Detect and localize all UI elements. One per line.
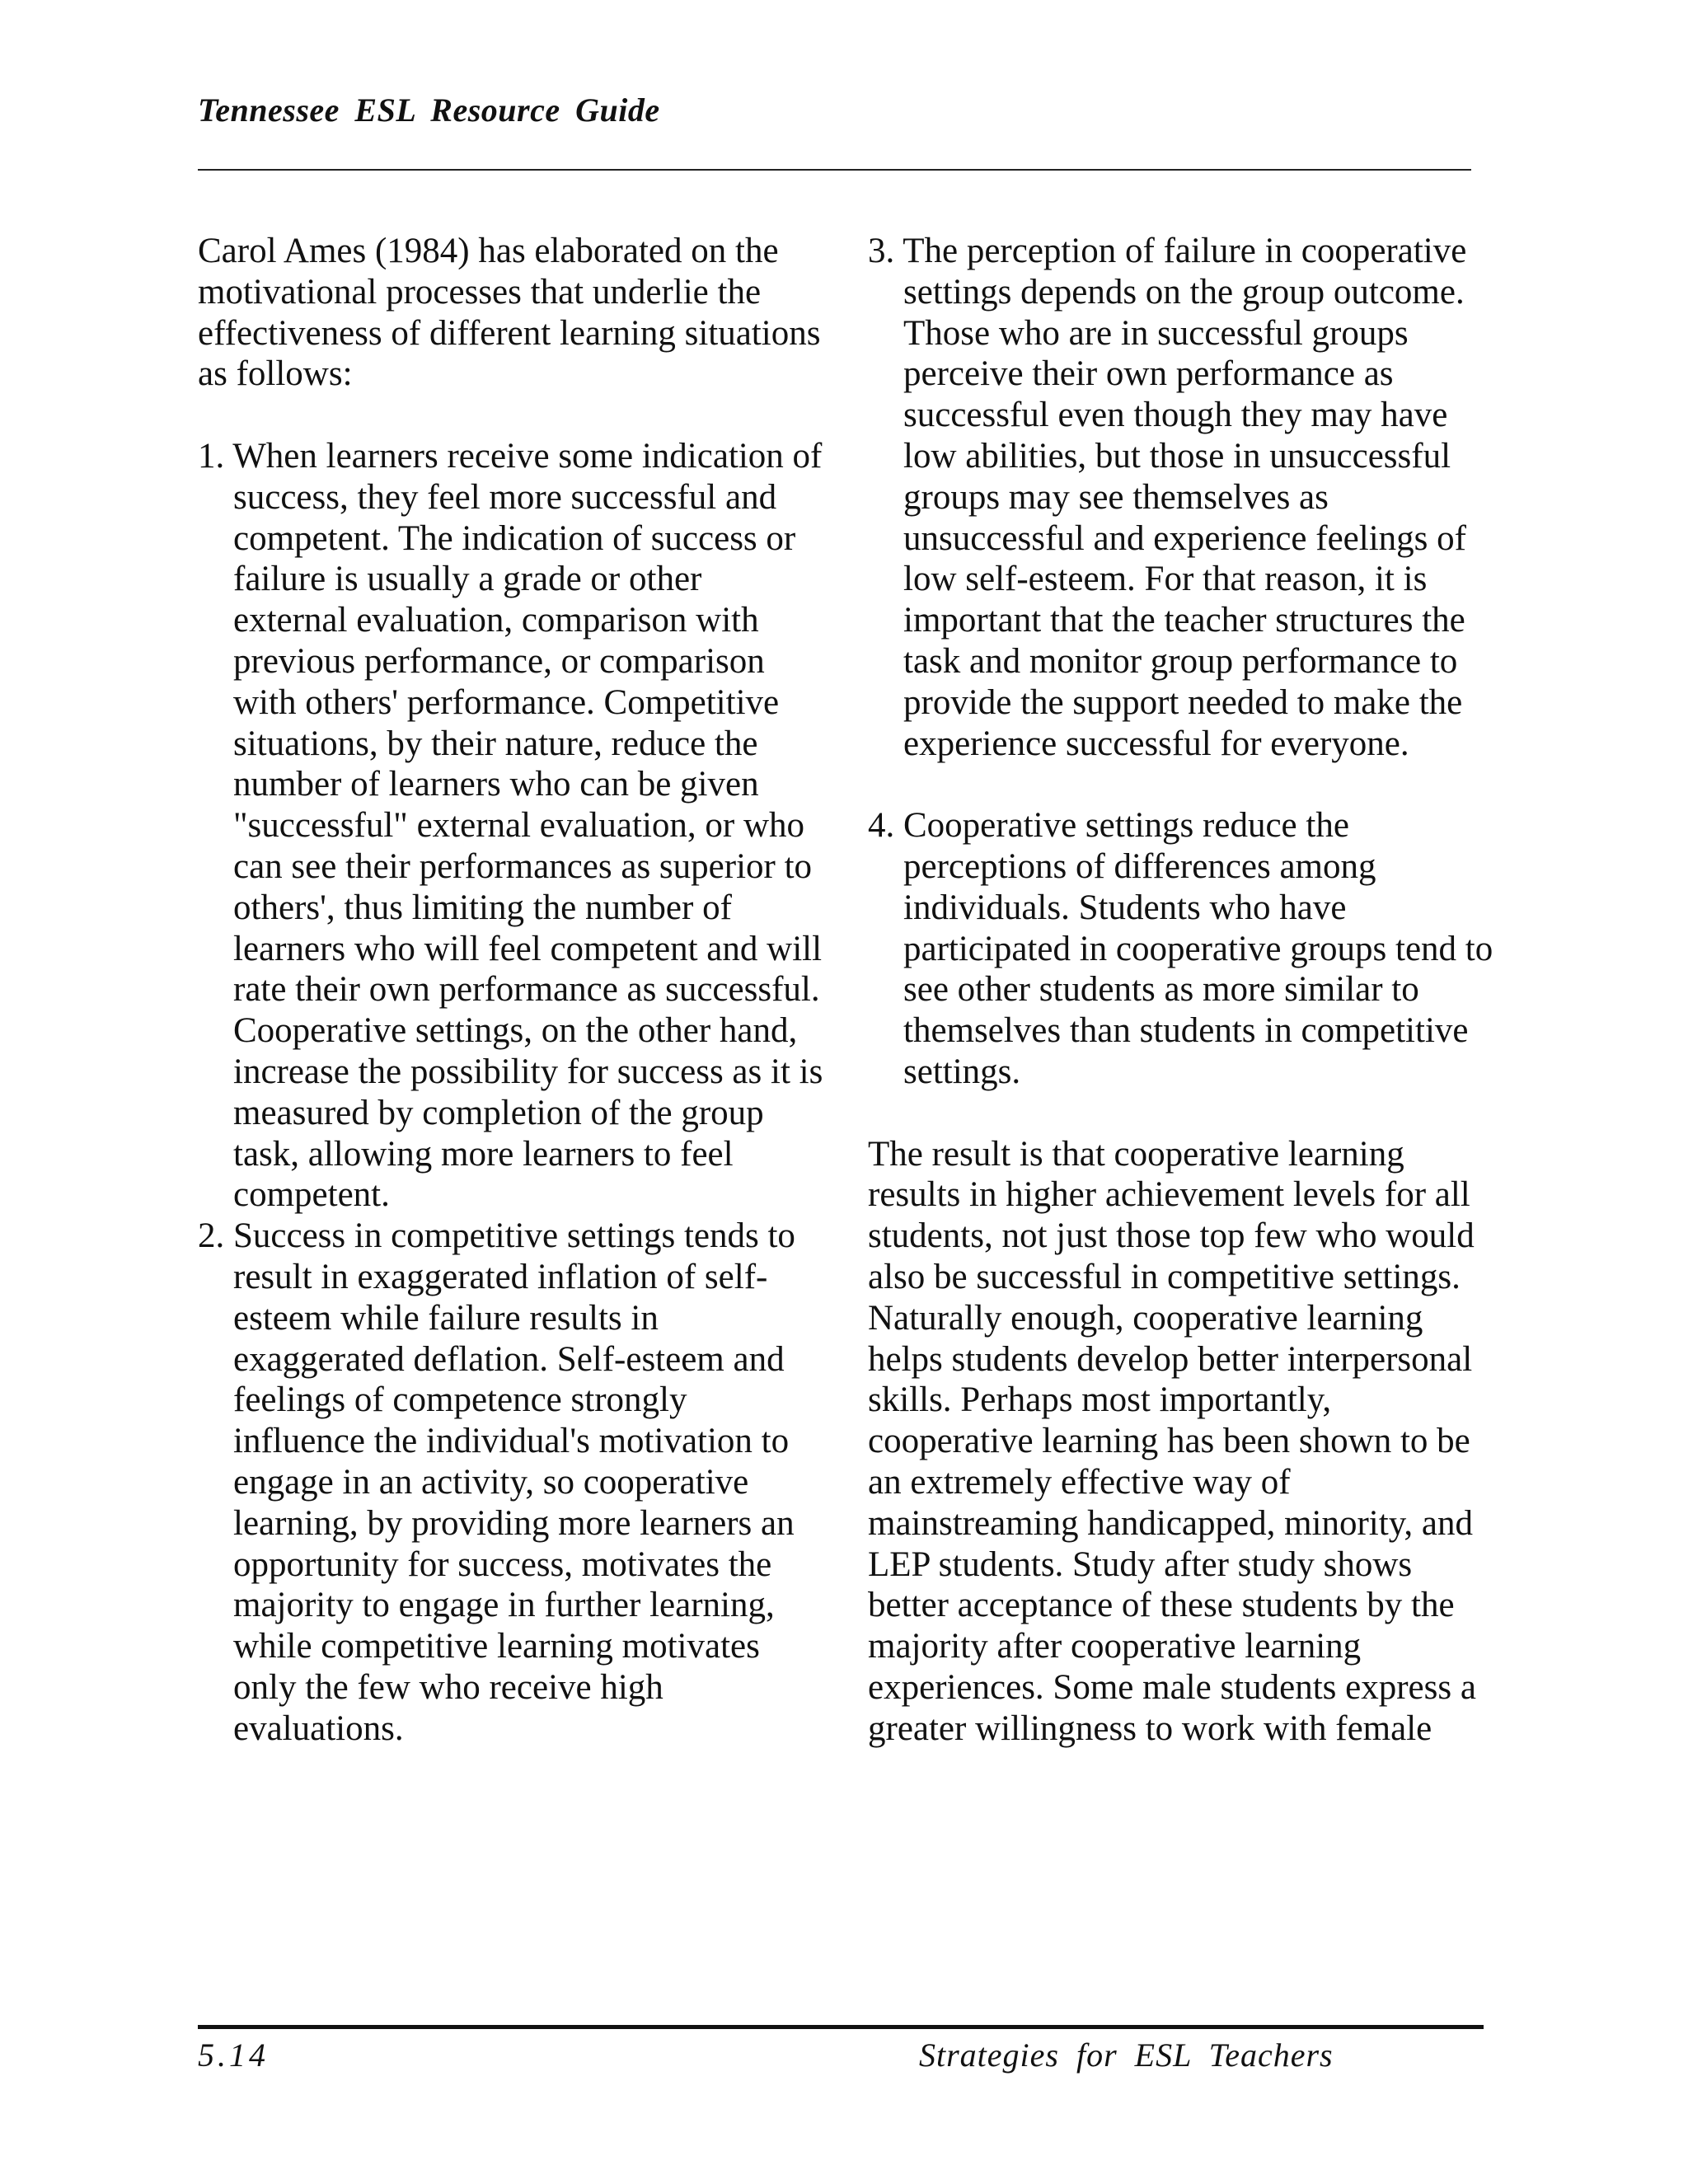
list-item-1: 1. When learners receive some indication of success, they feel more successful and competent. The indication of success or failure is usually a grade or other external evaluation, comparison with previous performance, or comparison with others' performance. Competitive situations, by their nature, reduce the number of learners who can be given "successful" external evaluation, or who can see their performances as superior to others', thus limiting the number of learners who will feel competent and will rate their own performance as successful. Cooperative settings, on the other hand, increase the possibility for success as it is measured by completion of the group task, allowing more learners to feel competent.: [198, 436, 823, 1215]
running-header-title: Tennessee ESL Resource Guide: [198, 91, 660, 129]
paragraph-spacer: [868, 764, 1494, 805]
list-item-3: 3. The perception of failure in cooperative settings depends on the group outcome. Those who are in successful groups perceive their own performance as successful even though they may have low abilities, but those in unsuccessful groups may see themselves as unsuccessful and experience feelings of low self-esteem. For that reason, it is important that the teacher structures the task and monitor group performance to provide the support needed to make the experience successful for everyone.: [868, 232, 1467, 763]
list-item-4: 4. Cooperative settings reduce the perceptions of differences among individuals. Students who have participated in cooperative groups tend to see other students as more similar to themselves than students in competitive settings.: [868, 806, 1493, 1091]
paragraph-spacer: [198, 395, 824, 436]
right-column: [868, 231, 1494, 1749]
footer-section-title: Strategies for ESL Teachers: [919, 2036, 1334, 2074]
list-item-2: 2. Success in competitive settings tends to result in exaggerated inflation of self-esteem while failure results in exaggerated deflation. Self-esteem and feelings of competence strongly influence the individual's motivation to engage in an activity, so cooperative learning, by providing more learners an opportunity for success, motivates the majority to engage in further learning, while competitive learning motivates only the few who receive high evaluations.: [198, 1216, 795, 1748]
paragraph-spacer: [868, 1093, 1494, 1134]
conclusion-paragraph: The result is that cooperative learning results in higher achievement levels for all students, not just those top few who would also be successful in competitive settings. Naturally enough, cooperative learning helps students develop better interpersonal skills. Perhaps most importantly, cooperative learning has been shown to be an extremely effective way of mainstreaming handicapped, minority, and LEP students. Study after study shows better acceptance of these students by the majority after cooperative learning experiences. Some male students express a greater willingness to work with female: [868, 1134, 1476, 1748]
footer-divider: [198, 2025, 1484, 2029]
page-number: 5.14: [198, 2036, 269, 2074]
header-divider: [198, 169, 1471, 171]
left-column: [198, 231, 824, 1749]
intro-paragraph: Carol Ames (1984) has elaborated on the motivational processes that underlie the effectiveness of different learning situations as follows:: [198, 232, 821, 394]
